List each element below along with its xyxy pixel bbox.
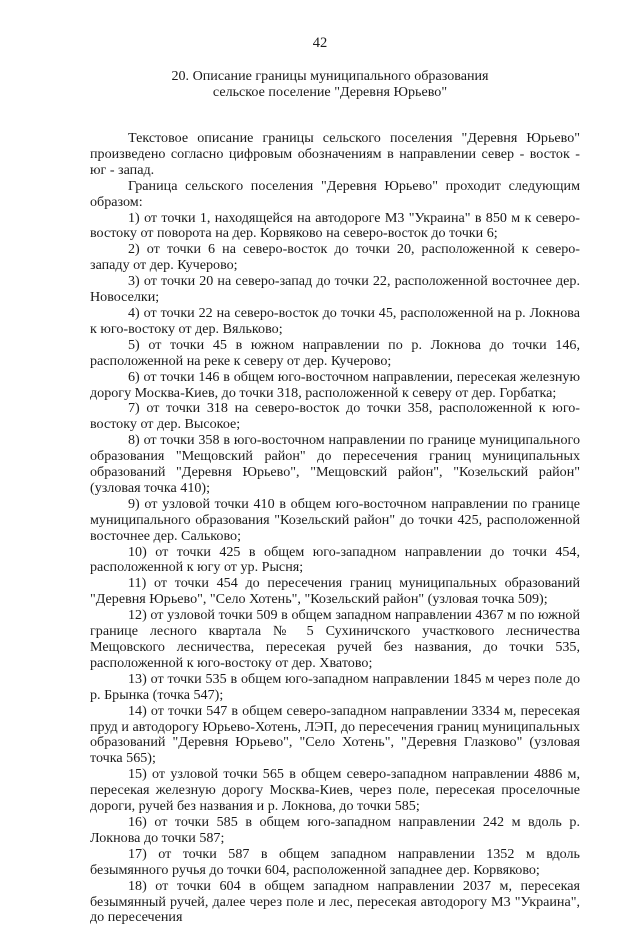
boundary-item-18: 18) от точки 604 в общем западном направлении 2037 м, пересекая безымянный ручей, далее через поле и лес, пересекая автодорогу М3 "Украина", до пересечения bbox=[90, 877, 580, 926]
heading-line-2: сельское поселение "Деревня Юрьево" bbox=[212, 84, 448, 100]
boundary-item-3: 3) от точки 20 на северо-запад до точки 22, расположенной восточнее дер. Новоселки; bbox=[90, 273, 580, 306]
boundary-item-16: 16) от точки 585 в общем юго-западном направлении 242 м вдоль р. Локнова до точки 587; bbox=[90, 813, 580, 846]
boundary-item-2: 2) от точки 6 на северо-восток до точки 20, расположенной к северо-западу от дер. Кучерово; bbox=[90, 241, 580, 274]
boundary-item-1: 1) от точки 1, находящейся на автодороге М3 "Украина" в 850 м к северо-востоку от поворота на дер. Корвяково на северо-восток до точки 6; bbox=[90, 209, 580, 242]
boundary-item-17: 17) от точки 587 в общем западном направлении 1352 м вдоль безымянного ручья до точки 604, расположенной западнее дер. Корвяково; bbox=[90, 845, 580, 878]
section-heading bbox=[60, 68, 600, 100]
boundary-item-4: 4) от точки 22 на северо-восток до точки 45, расположенной на р. Локнова к юго-востоку от дер. Вяльково; bbox=[90, 304, 580, 337]
intro-paragraph: Текстовое описание границы сельского поселения "Деревня Юрьево" произведено согласно цифровым обозначениям в направлении север - восток - юг - запад. bbox=[90, 130, 580, 178]
heading-line-1: 20. Описание границы муниципального образования bbox=[171, 68, 489, 84]
boundary-item-9: 9) от узловой точки 410 в общем юго-восточном направлении по границе муниципального образования "Козельский район" до точки 425, расположенной восточнее дер. Сальково; bbox=[90, 495, 580, 544]
boundary-item-8: 8) от точки 358 в юго-восточном направлении по границе муниципального образования "Мещовский район" до пересечения границ муниципальных образований "Деревня Юрьево", "Мещовский район", "Козельский район" (узловая точка 410); bbox=[90, 432, 580, 496]
boundary-item-14: 14) от точки 547 в общем северо-западном направлении 3334 м, пересекая пруд и автодорогу Юрьево-Хотень, ЛЭП, до пересечения границ муниципальных образований "Деревня Юрьево", "Село Хотень", "Деревня Глазково" (узловая точка 565); bbox=[90, 702, 580, 767]
boundary-intro-paragraph: Граница сельского поселения "Деревня Юрьево" проходит следующим образом: bbox=[90, 177, 580, 210]
boundary-item-5: 5) от точки 45 в южном направлении по р. Локнова до точки 146, расположенной на реке к северу от дер. Кучерово; bbox=[90, 336, 580, 369]
boundary-item-15: 15) от узловой точки 565 в общем северо-западном направлении 4886 м, пересекая железную дорогу Москва-Киев, через поле, пересекая проселочные дороги, ручей без названия и р. Локнова, до точки 585; bbox=[90, 766, 580, 815]
boundary-item-7: 7) от точки 318 на северо-восток до точки 358, расположенной к юго-востоку от дер. Высокое; bbox=[90, 400, 580, 433]
boundary-item-12: 12) от узловой точки 509 в общем западном направлении 4367 м по южной границе лесного квартала № 5 Сухиничского участкового лесничества Мещовского лесничества, пересекая ручей без названия, до точки 535, расположенной к юго-востоку от дер. Хватово; bbox=[90, 607, 580, 671]
body-text bbox=[90, 131, 580, 926]
page-number: 42 bbox=[312, 35, 328, 51]
boundary-item-10: 10) от точки 425 в общем юго-западном направлении до точки 454, расположенной к югу от ур. Рысня; bbox=[90, 543, 580, 576]
boundary-item-13: 13) от точки 535 в общем юго-западном направлении 1845 м через поле до р. Брынка (точка 547); bbox=[90, 670, 580, 703]
boundary-item-11: 11) от точки 454 до пересечения границ муниципальных образований "Деревня Юрьево", "Село Хотень", "Козельский район" (узловая точка 509); bbox=[90, 575, 580, 608]
boundary-item-6: 6) от точки 146 в общем юго-восточном направлении, пересекая железную дорогу Москва-Киев, до точки 318, расположенной к северу от дер. Горбатка; bbox=[90, 368, 580, 401]
